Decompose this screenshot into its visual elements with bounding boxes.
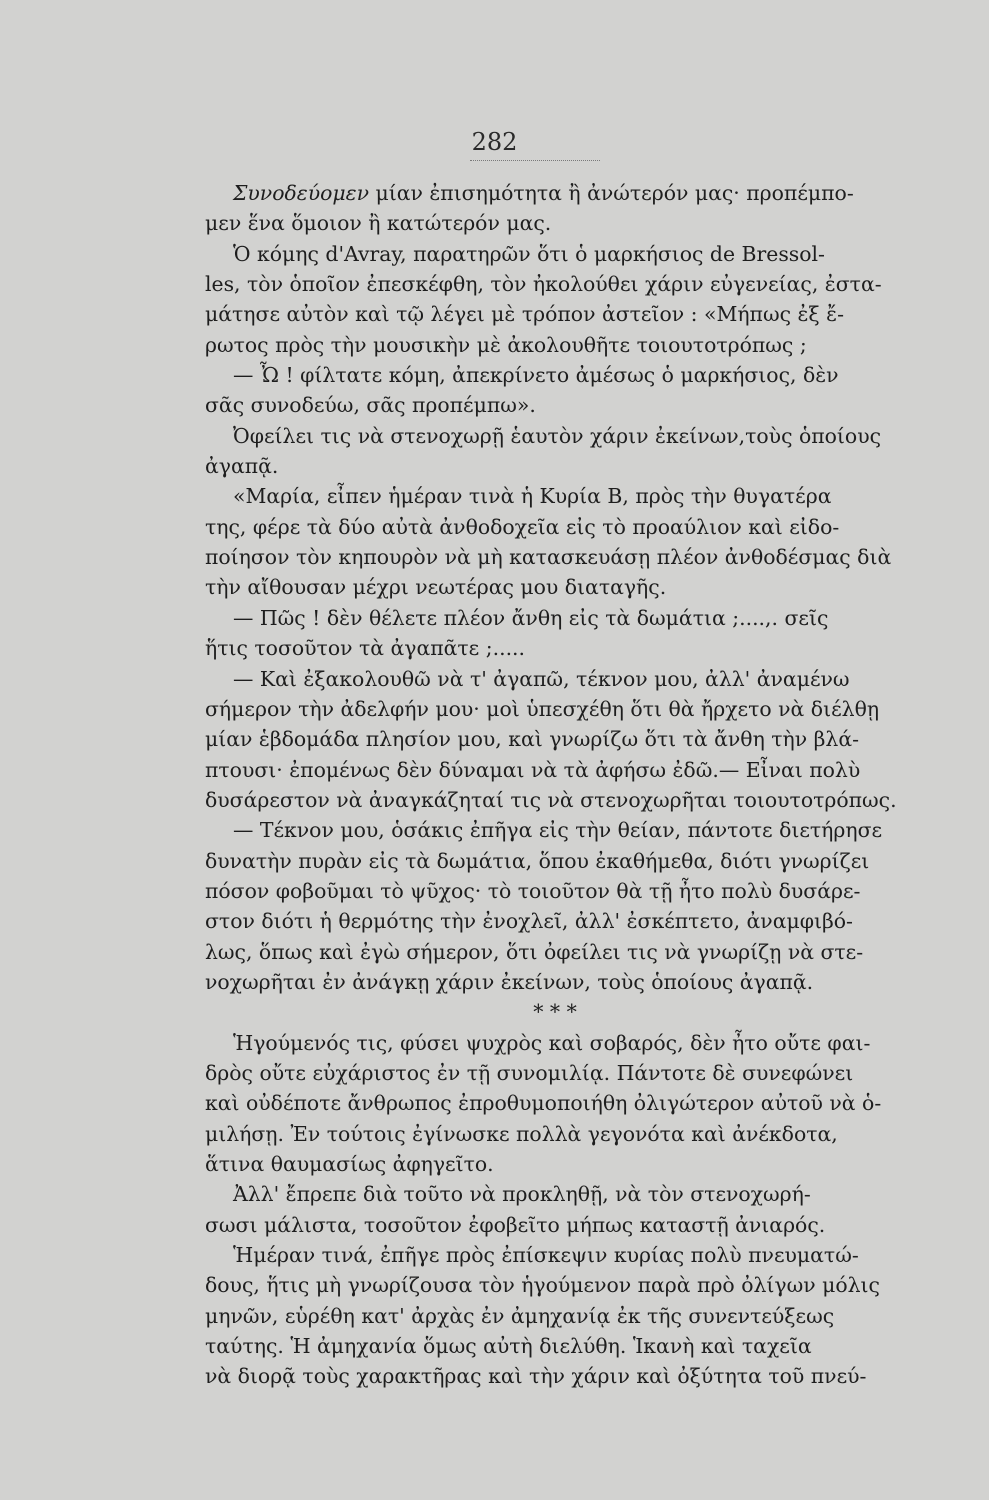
- text-line: νὰ διορᾷ τοὺς χαρακτῆρας καὶ τὴν χάριν καὶ ὀξύτητα τοῦ πνεύ-: [205, 1364, 867, 1389]
- text-line: ρωτος πρὸς τὴν μουσικὴν μὲ ἀκολουθῆτε τοιουτοτρόπως ;: [205, 332, 807, 357]
- text-line: les, τὸν ὁποῖον ἐπεσκέφθη, τὸν ἠκολούθει χάριν εὐγενείας, ἐστα-: [205, 272, 882, 297]
- text-line: δους, ἥτις μὴ γνωρίζουσα τὸν ἡγούμενον παρὰ πρὸ ὀλίγων μόλις: [205, 1273, 880, 1298]
- text-line: — Ὦ ! φίλτατε κόμη, ἀπεκρίνετο ἀμέσως ὁ μαρκήσιος, δὲν: [233, 363, 839, 388]
- page-number: 282: [471, 128, 518, 156]
- text-line: μηνῶν, εὑρέθη κατ' ἀρχὰς ἐν ἀμηχανίᾳ ἐκ τῆς συνεντεύξεως: [205, 1303, 835, 1328]
- text-line: Ἡγούμενός τις, φύσει ψυχρὸς καὶ σοβαρός, δὲν ἦτο οὔτε φαι-: [233, 1030, 871, 1055]
- text-line: δυνατὴν πυρὰν εἰς τὰ δωμάτια, ὅπου ἐκαθήμεθα, διότι γνωρίζει: [205, 848, 870, 873]
- text-line: ἅτινα θαυμασίως ἀφηγεῖτο.: [205, 1152, 494, 1176]
- section-separator: * * *: [533, 1000, 577, 1025]
- text-line: σήμερον τὴν ἀδελφήν μου· μοὶ ὑπεσχέθη ὅτι θὰ ἤρχετο νὰ διέλθῃ: [205, 696, 880, 721]
- text-line: σᾶς συνοδεύω, σᾶς προπέμπω».: [205, 393, 536, 418]
- text-line: ταύτης. Ἡ ἀμηχανία ὅμως αὐτὴ διελύθη. Ἱκανὴ καὶ ταχεῖα: [205, 1334, 812, 1359]
- text-line: «Μαρία, εἶπεν ἡμέραν τινὰ ἡ Κυρία Β, πρὸς τὴν θυγατέρα: [233, 484, 832, 509]
- body-text: [205, 178, 905, 1392]
- text-line: δυσάρεστον νὰ ἀναγκάζηταί τις νὰ στενοχωρῆται τοιουτοτρόπως.: [205, 787, 897, 812]
- text-line: τὴν αἴθουσαν μέχρι νεωτέρας μου διαταγῆς.: [205, 575, 667, 600]
- text-line: — Τέκνον μου, ὁσάκις ἐπῆγα εἰς τὴν θείαν, πάντοτε διετήρησε: [233, 818, 883, 843]
- text-line: καὶ οὐδέποτε ἄνθρωπος ἐπροθυμοποιήθη ὀλιγώτερον αὐτοῦ νὰ ὁ-: [205, 1091, 882, 1116]
- text-line: Ἀλλ' ἔπρεπε διὰ τοῦτο νὰ προκληθῇ, νὰ τὸν στενοχωρή-: [233, 1182, 811, 1207]
- text-line: λως, ὅπως καὶ ἐγὼ σήμερον, ὅτι ὀφείλει τις νὰ γνωρίζῃ νὰ στε-: [205, 939, 864, 964]
- text-line: νοχωρῆται ἐν ἀνάγκῃ χάριν ἐκείνων, τοὺς ὁποίους ἀγαπᾷ.: [205, 969, 814, 994]
- text-line: Ἡμέραν τινά, ἐπῆγε πρὸς ἐπίσκεψιν κυρίας πολὺ πνευματώ-: [233, 1243, 859, 1268]
- text-line: μιλήσῃ. Ἐν τούτοις ἐγίνωσκε πολλὰ γεγονότα καὶ ἀνέκδοτα,: [205, 1121, 838, 1146]
- header-rule: [470, 160, 600, 161]
- text-line: της, φέρε τὰ δύο αὐτὰ ἀνθοδοχεῖα εἰς τὸ προαύλιον καὶ εἰδο-: [205, 514, 840, 539]
- text-line: Ὁ κόμης d'Avray, παρατηρῶν ὅτι ὁ μαρκήσιος de Bressol-: [233, 241, 825, 266]
- text-line: πόσον φοβοῦμαι τὸ ψῦχος· τὸ τοιοῦτον θὰ τῇ ἦτο πολὺ δυσάρε-: [205, 878, 861, 903]
- text-line: μίαν ἑβδομάδα πλησίον μου, καὶ γνωρίζω ὅτι τὰ ἄνθη τὴν βλά-: [205, 727, 860, 752]
- text-line: Ὀφείλει τις νὰ στενοχωρῇ ἑαυτὸν χάριν ἐκείνων,τοὺς ὁποίους: [233, 423, 882, 448]
- text-line: — Καὶ ἐξακολουθῶ νὰ τ' ἀγαπῶ, τέκνον μου, ἀλλ' ἀναμένω: [233, 666, 850, 691]
- text-line: δρὸς οὔτε εὐχάριστος ἐν τῇ συνομιλίᾳ. Πάντοτε δὲ συνεφώνει: [205, 1060, 854, 1085]
- text-line: μάτησε αὐτὸν καὶ τῷ λέγει μὲ τρόπον ἀστεῖον : «Μήπως ἐξ ἔ-: [205, 302, 844, 327]
- text-line: ἀγαπᾷ.: [205, 454, 279, 479]
- text-line: στον διότι ἡ θερμότης τὴν ἐνοχλεῖ, ἀλλ' ἐσκέπτετο, ἀναμφιβό-: [205, 909, 853, 934]
- text-line: πτουσι· ἐπομένως δὲν δύναμαι νὰ τὰ ἀφήσω ἐδῶ.— Εἶναι πολὺ: [205, 757, 861, 782]
- text-line: ποίησον τὸν κηπουρὸν νὰ μὴ κατασκευάσῃ πλέον ἀνθοδέσμας διὰ: [205, 545, 892, 570]
- text-line: Συνοδεύομεν μίαν ἐπισημότητα ἢ ἀνώτερόν μας· προπέμπο-: [233, 181, 854, 205]
- text-line: — Πῶς ! δὲν θέλετε πλέον ἄνθη εἰς τὰ δωμάτια ;....,. σεῖς: [233, 605, 829, 630]
- text-line: μεν ἕνα ὅμοιον ἢ κατώτερόν μας.: [205, 211, 552, 236]
- text-line: σωσι μάλιστα, τοσοῦτον ἐφοβεῖτο μήπως καταστῇ ἀνιαρός.: [205, 1212, 826, 1237]
- text-line: ἥτις τοσοῦτον τὰ ἀγαπᾶτε ;.....: [205, 636, 526, 661]
